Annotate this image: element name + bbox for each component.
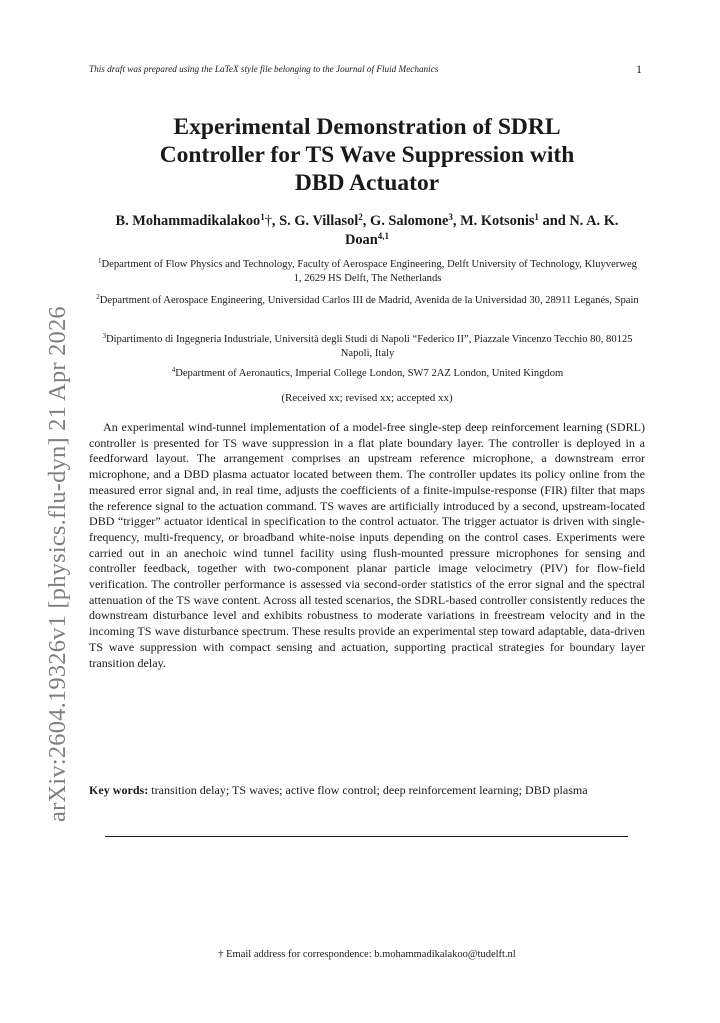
keywords-label: Key words:: [89, 783, 149, 797]
author-separator: ,: [271, 213, 280, 229]
author-affiliation-marker: 2: [358, 212, 363, 222]
affiliation-number: 3: [102, 332, 106, 340]
author-list: [110, 212, 624, 250]
abstract: An experimental wind-tunnel implementation of a model-free single-step deep reinforcement learning (SDRL) controller is presented for TS wave suppression in a flat plate boundary layer. The controller is deployed in a feedforward layout. The arrangement comprises an upstream reference microphone, a downstream error microphone, and a DBD plasma actuator located between them. The controller updates its policy online from the measured error signal and, in real time, adjusts the coefficients of a finite-impulse-response (FIR) filter that maps the reference signal to the actuation command. TS waves are artificially introduced by a second, upstream-located DBD “trigger” actuator identical in specification to the control actuator. The trigger actuator is driven with single-frequency, multi-frequency, or broadband white-noise inputs depending on the control cases. Experiments were carried out in an anechoic wind tunnel facility using flush-mounted pressure microphones for sensing and controller feedback, together with two-component planar particle image velocimetry (PIV) for flow-field verification. The controller performance is assessed via second-order statistics of the error signal and the spectral attenuation of the TS wave content. Across all tested scenarios, the SDRL-based controller consistently reduces the downstream disturbance level and exhibits robustness to moderate variations in freestream velocity and in the incoming TS wave disturbance spectrum. These results provide an experimental step toward adaptable, data-driven TS wave suppression with compact sensing and actuation, supporting practical strategies for boundary layer transition delay.: [89, 420, 645, 670]
title-line: DBD Actuator: [294, 170, 440, 196]
author-separator: and: [538, 213, 570, 229]
affiliation-1: [95, 258, 640, 285]
page-number: 1: [636, 62, 642, 76]
affiliation-number: 4: [171, 366, 176, 374]
title-line: Experimental Demonstration of SDRL: [173, 114, 561, 140]
affiliation-2: [95, 294, 640, 308]
running-header: This draft was prepared using the LaTeX style file belonging to the Journal of Fluid Mechanics: [89, 64, 439, 74]
author-affiliation-marker: 1: [260, 212, 265, 222]
author-affiliation-marker: 1: [534, 212, 539, 222]
corresponding-author-marker: †: [264, 213, 272, 229]
author-name: N. A. K. Doan: [344, 213, 619, 248]
affiliation-text: Department of Aeronautics, Imperial College London, SW7 2AZ London, United Kingdom: [175, 368, 564, 379]
keywords-text: transition delay; TS waves; active flow control; deep reinforcement learning; DBD plasma: [151, 783, 588, 797]
title-line: Controller for TS Wave Suppression with: [159, 142, 575, 168]
author-name: G. Salomone: [370, 213, 449, 229]
affiliation-number: 2: [96, 293, 100, 301]
author-name: M. Kotsonis: [460, 213, 535, 229]
author-separator: ,: [452, 213, 461, 229]
affiliation-text: Dipartimento di Ingegneria Industriale, Università degli Studi di Napoli “Federico II”, Piazzale Vincenzo Tecchio 80, 80125 Napoli, Italy: [105, 334, 633, 359]
affiliation-3: [95, 333, 640, 360]
received-dates: (Received xx; revised xx; accepted xx): [281, 392, 453, 404]
affiliation-4: [95, 367, 640, 381]
author-affiliation-marker: 4,1: [377, 231, 390, 241]
paper-title: [89, 113, 645, 197]
author-affiliation-marker: 3: [448, 212, 453, 222]
author-separator: ,: [362, 213, 370, 229]
affiliation-text: Department of Aerospace Engineering, Universidad Carlos III de Madrid, Avenida de la Universidad 30, 28911 Leganés, Spain: [99, 295, 639, 306]
author-name: S. G. Villasol: [279, 213, 359, 229]
keywords: [89, 783, 645, 799]
arxiv-identifier-stamp: arXiv:2604.19326v1 [physics.flu-dyn] 21 Apr 2026: [44, 306, 71, 822]
affiliation-number: 1: [98, 257, 102, 265]
correspondence-footnote: † Email address for correspondence: b.mohammadikalakoo@tudelft.nl: [218, 949, 516, 960]
affiliation-text: Department of Flow Physics and Technology, Faculty of Aerospace Engineering, Delft University of Technology, Kluyverweg 1, 2629 HS Delft, The Netherlands: [101, 259, 637, 284]
section-divider: [105, 836, 628, 837]
author-name: B. Mohammadikalakoo: [115, 213, 261, 229]
